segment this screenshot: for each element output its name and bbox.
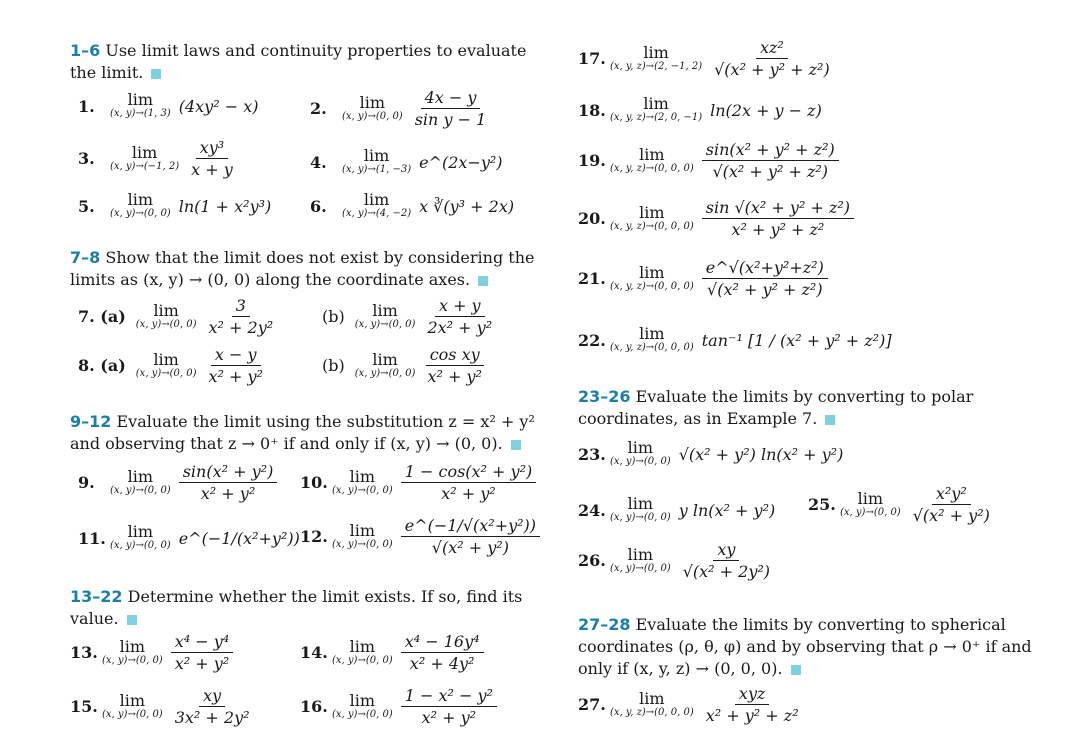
problem-26: 26. lim (x, y)→(0, 0) $\frac{xy}{\text{√(x² + 2y²)}}$ xyxy=(578,540,771,581)
problem-14: 14. lim (x, y)→(0, 0) $\frac{\text{x⁴ − 16y⁴}}{\text{x² + 4y²}}$ xyxy=(300,632,484,673)
section-13-22-instructions xyxy=(70,586,540,630)
problem-24: 24. lim (x, y)→(0, 0) y ln(x² + y²) xyxy=(578,494,776,523)
problem-4: 4. lim (x, y)→(1, −3) e^(2x−y²) xyxy=(310,146,503,175)
problem-27: 27. lim (x, y, z)→(0, 0, 0) $\frac{\text{xyz}}{\text{x² + y² + z²}}$ xyxy=(578,684,799,725)
end-marker-icon xyxy=(151,69,161,79)
section-text: Show that the limit does not exist by considering the limits as (x, y) → (0, 0) along the coordinate axes. xyxy=(70,248,535,289)
problem-13: 13. lim (x, y)→(0, 0) $\frac{\text{x⁴ − y⁴}}{\text{x² + y²}}$ xyxy=(70,632,233,673)
end-marker-icon xyxy=(478,276,488,286)
section-number: 27–28 xyxy=(578,615,631,634)
section-text: Evaluate the limits by converting to polar coordinates, as in Example 7. xyxy=(578,387,974,428)
section-number: 13–22 xyxy=(70,587,123,606)
problem-6: 6. lim (x, y)→(4, −2) x ∛(y³ + 2x) xyxy=(310,190,515,219)
section-23-26-instructions xyxy=(578,386,1048,430)
section-27-28-instructions xyxy=(578,614,1048,680)
problem-15: 15. lim (x, y)→(0, 0) $\frac{xy}{\text{3x² + 2y²}}$ xyxy=(70,686,250,727)
section-text: Evaluate the limits by converting to spherical coordinates (ρ, θ, φ) and by observing that ρ → 0⁺ if and only if (x, y, z) → (0, 0, 0). xyxy=(578,615,1032,678)
problem-19: 19. lim (x, y, z)→(0, 0, 0) $\frac{\text{sin(x² + y² + z²)}}{\text{√(x² + y² + z²)}}$ xyxy=(578,140,839,181)
problem-9: 9. lim (x, y)→(0, 0) $\frac{\text{sin(x² + y²)}}{\text{x² + y²}}$ xyxy=(78,462,277,503)
problem-2: 2. lim (x, y)→(0, 0) $\frac{4x - y}{\text{sin y − 1}}$ xyxy=(310,88,487,129)
problem-20: 20. lim (x, y, z)→(0, 0, 0) $\frac{\text{sin √(x² + y² + z²)}}{\text{x² + y² + z²}}$ xyxy=(578,198,854,239)
problem-7a: 7. (a) lim (x, y)→(0, 0) $\frac{3}{\text{x² + 2y²}}$ xyxy=(78,296,274,337)
problem-8a: 8. (a) lim (x, y)→(0, 0) $\frac{x - y}{\text{x² + y²}}$ xyxy=(78,345,263,386)
section-number: 9–12 xyxy=(70,412,112,431)
section-9-12-instructions xyxy=(70,411,540,455)
section-text: Use limit laws and continuity properties to evaluate the limit. xyxy=(70,41,527,82)
section-number: 7–8 xyxy=(70,248,101,267)
problem-17: 17. lim (x, y, z)→(2, −1, 2) $\frac{\text{xz²}}{\text{√(x² + y² + z²)}}$ xyxy=(578,38,830,79)
problem-10: 10. lim (x, y)→(0, 0) $\frac{\text{1 − cos(x² + y²)}}{\text{x² + y²}}$ xyxy=(300,462,536,503)
section-1-6-instructions xyxy=(70,40,538,84)
problem-3: 3. lim (x, y)→(−1, 2) $\frac{\text{xy³}}{x + y}$ xyxy=(78,138,233,179)
section-number: 1–6 xyxy=(70,41,101,60)
problem-7b: (b) lim (x, y)→(0, 0) $\frac{x + y}{\text{2x² + y²}}$ xyxy=(322,296,493,337)
problem-16: 16. lim (x, y)→(0, 0) $\frac{\text{1 − x² − y²}}{\text{x² + y²}}$ xyxy=(300,686,497,727)
end-marker-icon xyxy=(825,415,835,425)
end-marker-icon xyxy=(127,615,137,625)
section-text: Evaluate the limit using the substitution z = x² + y² and observing that z → 0⁺ if and only if (x, y) → (0, 0). xyxy=(70,412,535,453)
problem-5: 5. lim (x, y)→(0, 0) ln(1 + x²y³) xyxy=(78,190,272,219)
end-marker-icon xyxy=(791,665,801,675)
section-number: 23–26 xyxy=(578,387,631,406)
problem-12: 12. lim (x, y)→(0, 0) $\frac{\text{e\textasciicircum{}(−1/√(x²+y²))}}{\text{√(x² + y²)}}$ xyxy=(300,516,540,557)
problem-1: 1. lim (x, y)→(1, 3) (4xy² − x) xyxy=(78,90,259,119)
problem-22: 22. lim (x, y, z)→(0, 0, 0) tan⁻¹ [1 / (x² + y² + z²)] xyxy=(578,324,892,353)
section-text: Determine whether the limit exists. If so, find its value. xyxy=(70,587,523,628)
section-7-8-instructions xyxy=(70,247,540,291)
problem-23: 23. lim (x, y)→(0, 0) √(x² + y²) ln(x² + y²) xyxy=(578,438,844,467)
problem-8b: (b) lim (x, y)→(0, 0) $\frac{\text{cos xy}}{\text{x² + y²}}$ xyxy=(322,345,482,386)
problem-25: 25. lim (x, y)→(0, 0) $\frac{\text{x²y²}}{\text{√(x² + y²)}}$ xyxy=(808,484,990,525)
problem-11: 11. lim (x, y)→(0, 0) e^(−1/(x²+y²)) xyxy=(78,522,300,551)
problem-21: 21. lim (x, y, z)→(0, 0, 0) $\frac{\text{e\textasciicircum{}√(x²+y²+z²)}}{\text{√(x² + y² + z²)}}$ xyxy=(578,258,828,299)
problem-18: 18. lim (x, y, z)→(2, 0, −1) ln(2x + y − z) xyxy=(578,94,822,123)
end-marker-icon xyxy=(511,440,521,450)
